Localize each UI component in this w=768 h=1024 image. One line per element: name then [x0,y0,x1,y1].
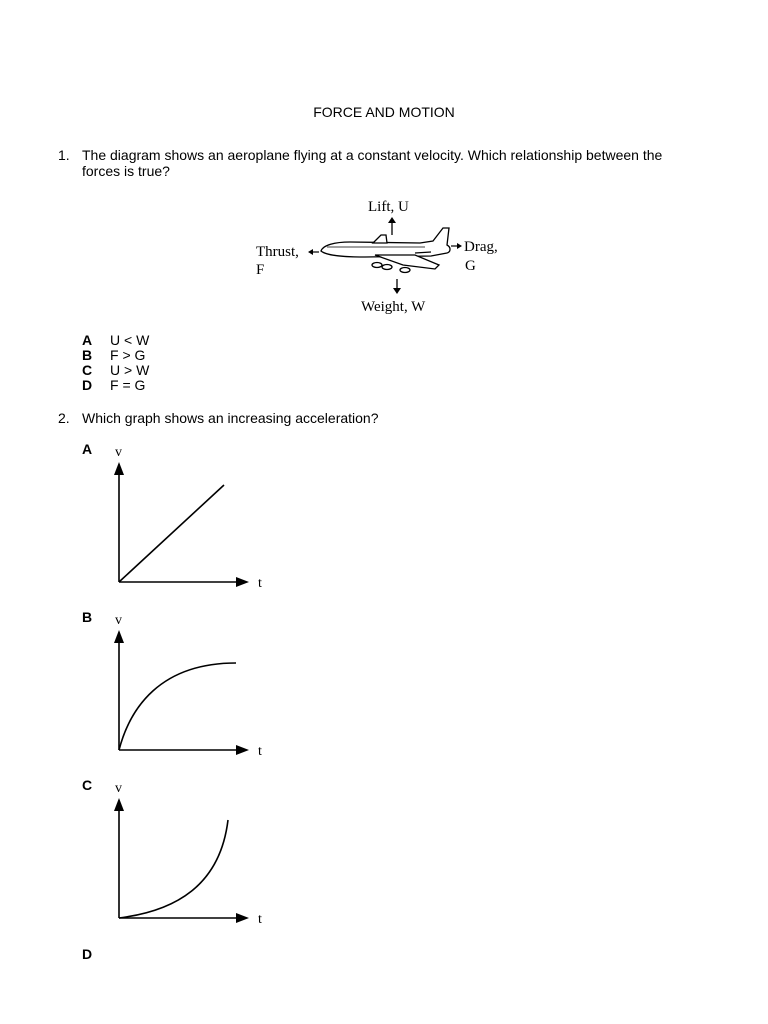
question-1-text-line-2: forces is true? [82,163,170,179]
question-1-text-line-1: The diagram shows an aeroplane flying at a constant velocity. Which relationship between the [82,147,663,163]
x-axis-label: t [258,576,262,591]
option-text-c: U > W [110,362,150,378]
graph-letter-a: A [82,441,93,457]
x-axis-arrowhead [236,577,249,587]
aeroplane-force-diagram [255,195,510,315]
lift-arrowhead [388,217,396,223]
y-axis-arrowhead [114,630,124,643]
graph-letter-c: C [82,777,93,793]
y-axis-arrowhead [114,798,124,811]
thrust-label: Thrust, [256,244,299,260]
option-letter-b: B [82,347,93,363]
weight-label: Weight, W [361,299,426,315]
page-title: FORCE AND MOTION [313,104,455,120]
drag-arrowhead [457,243,462,249]
x-axis-label: t [258,912,262,927]
option-text-b: F > G [110,347,146,363]
aeroplane-icon [321,228,450,273]
option-text-d: F = G [110,377,146,393]
option-letter-d: D [82,377,93,393]
y-axis-label: v [115,781,122,796]
option-letter-c: C [82,362,93,378]
x-axis-arrowhead [236,745,249,755]
y-axis-label: v [115,445,122,460]
weight-arrowhead [393,288,401,294]
lift-label: Lift, U [368,199,409,215]
graph-letter-d: D [82,946,93,962]
graph-a [100,440,275,595]
graph-b [100,608,275,763]
thrust-arrowhead [308,249,313,255]
x-axis-label: t [258,744,262,759]
graph-curve [119,820,228,918]
graph-curve [119,485,224,582]
y-axis-arrowhead [114,462,124,475]
question-2-text: Which graph shows an increasing acceleration? [82,410,379,426]
option-text-a: U < W [110,332,150,348]
question-2-number: 2. [58,410,70,426]
graph-c [100,776,275,931]
option-letter-a: A [82,332,93,348]
graph-letter-b: B [82,609,93,625]
x-axis-arrowhead [236,913,249,923]
graph-curve [119,663,236,750]
question-1-number: 1. [58,147,70,163]
drag-label: Drag, [464,239,498,255]
thrust-symbol: F [256,262,265,278]
drag-symbol: G [465,258,476,274]
y-axis-label: v [115,613,122,628]
